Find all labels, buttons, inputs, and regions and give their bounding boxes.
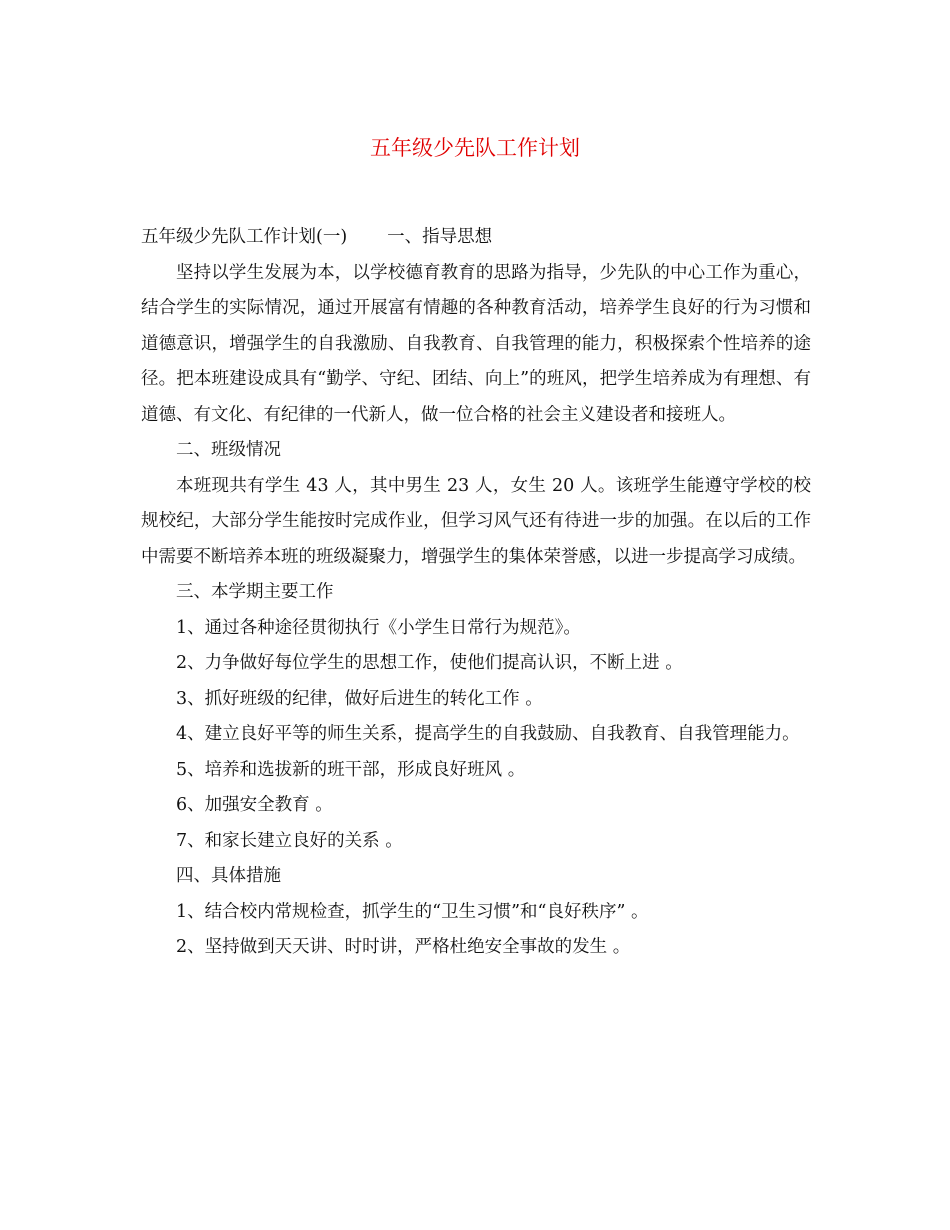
list-item-work-4: 4、建立良好平等的师生关系，提高学生的自我鼓励、自我教育、自我管理能力。 xyxy=(176,724,800,744)
list-item-work-3: 3、抓好班级的纪律，做好后进生的转化工作 。 xyxy=(176,688,543,709)
list-item-work-5: 5、培养和选拔新的班干部，形成良好班风 。 xyxy=(176,759,526,780)
paragraph-guiding-thought: 坚持以学生发展为本，以学校德育教育的思路为指导，少先队的中心工作为重心，结合学生的实际情况，通过开展富有情趣的各种教育活动，培养学生良好的行为习惯和道德意识，增强学生的自我激励、自我教育、自我管理的能力，积极探索个性培养的途径。把本班建设成具有“勤学、守纪、团结、向上”的班风，把学生培养成为有理想、有道德、有文化、有纪律的一代新人，做一位合格的社会主义建设者和接班人。 xyxy=(141,262,811,425)
section-heading-class-situation: 二、班级情况 xyxy=(176,440,281,460)
list-item-measure-1: 1、结合校内常规检查，抓学生的“卫生习惯”和“良好秩序” 。 xyxy=(176,901,649,922)
first-heading-line xyxy=(141,220,811,256)
document-body xyxy=(141,220,811,966)
list-item-measure-2: 2、坚持做到天天讲、时时讲，严格杜绝安全事故的发生 。 xyxy=(176,937,631,957)
subtitle: 五年级少先队工作计划(一) xyxy=(141,227,348,247)
section-heading-main-work: 三、本学期主要工作 xyxy=(176,582,334,602)
list-item-work-1: 1、通过各种途径贯彻执行《小学生日常行为规范》。 xyxy=(176,617,581,638)
section-heading-guiding-thought: 一、指导思想 xyxy=(387,227,493,247)
paragraph-class-situation: 本班现共有学生 43 人，其中男生 23 人，女生 20 人。该班学生能遵守学校的校规校纪，大部分学生能按时完成作业，但学习风气还有待进一步的加强。在以后的工作中需要不断培养本班的班级凝聚力，增强学生的集体荣誉感，以进一步提高学习成绩。 xyxy=(141,475,811,567)
section-heading-measures: 四、具体措施 xyxy=(176,866,281,886)
list-item-work-7: 7、和家长建立良好的关系 。 xyxy=(176,830,403,851)
document-title: 五年级少先队工作计划 xyxy=(370,136,580,160)
list-item-work-6: 6、加强安全教育 。 xyxy=(176,795,333,815)
list-item-work-2: 2、力争做好每位学生的思想工作，使他们提高认识，不断上进 。 xyxy=(176,653,683,673)
